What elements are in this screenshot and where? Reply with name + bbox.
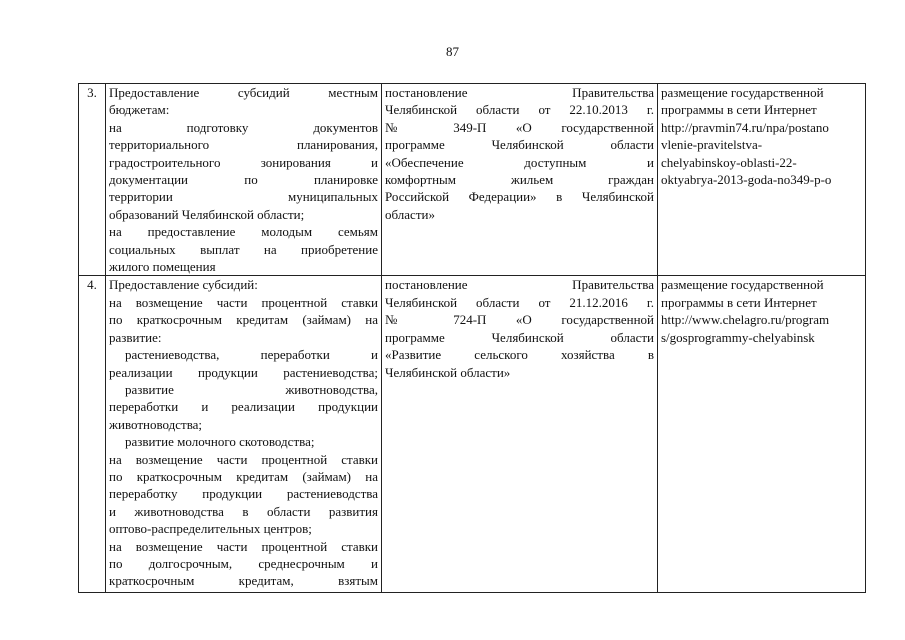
text-line: развитие молочного скотоводства; — [125, 434, 315, 450]
text-line: и животноводства в области развития — [109, 503, 378, 519]
text-line: на возмещение части процентной ставки — [109, 294, 378, 310]
text-line: постановление Правительства — [385, 85, 654, 100]
text-line: постановление Правительства — [385, 277, 654, 293]
text-line: программы в сети Интернет — [661, 294, 817, 310]
text-line: программе Челябинской области — [385, 137, 654, 153]
text-line: Челябинской области от 21.12.2016 г. — [385, 294, 654, 310]
text-line: на возмещение части процентной ставки — [109, 451, 378, 467]
text-line: на подготовку документов — [109, 119, 378, 135]
text-line: территории муниципальных — [109, 189, 378, 205]
text-line: по краткосрочным кредитам (займам) на — [109, 312, 378, 328]
programs-table — [78, 83, 866, 593]
url-line: chelyabinskoy-oblasti-22- — [661, 154, 797, 170]
text-line: области» — [385, 206, 435, 222]
text-line: на возмещение части процентной ставки — [109, 538, 378, 554]
text-line: краткосрочным кредитам, взятым — [109, 573, 378, 589]
text-line: комфортным жильем граждан — [385, 172, 654, 188]
text-line: программы в сети Интернет — [661, 102, 817, 118]
text-line: развитие: — [109, 329, 162, 345]
row-number-cell — [79, 276, 106, 593]
text-line: размещение государственной — [661, 277, 824, 293]
text-line: социальных выплат на приобретение — [109, 241, 378, 257]
text-line: документации по планировке — [109, 172, 378, 188]
text-line: территориального планирования, — [109, 137, 378, 153]
text-line: «Развитие сельского хозяйства в — [385, 347, 654, 363]
text-line: образований Челябинской области; — [109, 206, 305, 222]
text-line: Челябинской области от 22.10.2013 г. — [385, 102, 654, 118]
text-line: переработку продукции растениеводства — [109, 486, 378, 502]
url-line: http://pravmin74.ru/npa/postano — [661, 119, 829, 135]
table-row-4 — [79, 276, 866, 593]
legal-act-cell — [382, 84, 658, 276]
text-line: животноводства; — [109, 416, 203, 432]
text-line: жилого помещения — [109, 259, 216, 275]
text-line: «Обеспечение доступным и — [385, 154, 654, 170]
text-line: переработки и реализации продукции — [109, 399, 378, 415]
subsidy-description-cell — [106, 84, 382, 276]
table-row-3 — [79, 84, 866, 276]
row-number-cell — [79, 84, 106, 276]
publication-cell — [658, 84, 866, 276]
text-line: растениеводства, переработки и — [125, 347, 378, 363]
url-line: vlenie-pravitelstva- — [661, 137, 763, 153]
url-line: oktyabrya-2013-goda-no349-p-o — [661, 172, 832, 188]
text-line: № 724-П «О государственной — [385, 312, 654, 328]
text-line: Челябинской области» — [385, 364, 511, 380]
text-line: по долгосрочным, среднесрочным и — [109, 555, 378, 571]
publication-cell — [658, 276, 866, 593]
row-number: 4. — [87, 277, 97, 293]
page-number: 87 — [446, 44, 459, 59]
text-line: бюджетам: — [109, 102, 170, 118]
legal-act-cell — [382, 276, 658, 593]
text-line: градостроительного зонирования и — [109, 154, 378, 170]
text-line: Предоставление субсидий местным — [109, 85, 378, 100]
text-line: реализации продукции растениеводства; — [109, 364, 378, 380]
row-number: 3. — [87, 85, 97, 100]
text-line: программе Челябинской области — [385, 329, 654, 345]
subsidy-description-cell — [106, 276, 382, 593]
text-line: по краткосрочным кредитам (займам) на — [109, 468, 378, 484]
text-line: № 349-П «О государственной — [385, 119, 654, 135]
url-line: s/gosprogrammy-chelyabinsk — [661, 329, 815, 345]
text-line: на предоставление молодым семьям — [109, 224, 378, 240]
text-line: Предоставление субсидий: — [109, 277, 258, 293]
text-line: размещение государственной — [661, 85, 824, 100]
url-line: http://www.chelagro.ru/program — [661, 312, 830, 328]
text-line: развитие животноводства, — [125, 381, 378, 397]
text-line: Российской Федерации» в Челябинской — [385, 189, 654, 205]
text-line: оптово-распределительных центров; — [109, 521, 312, 537]
